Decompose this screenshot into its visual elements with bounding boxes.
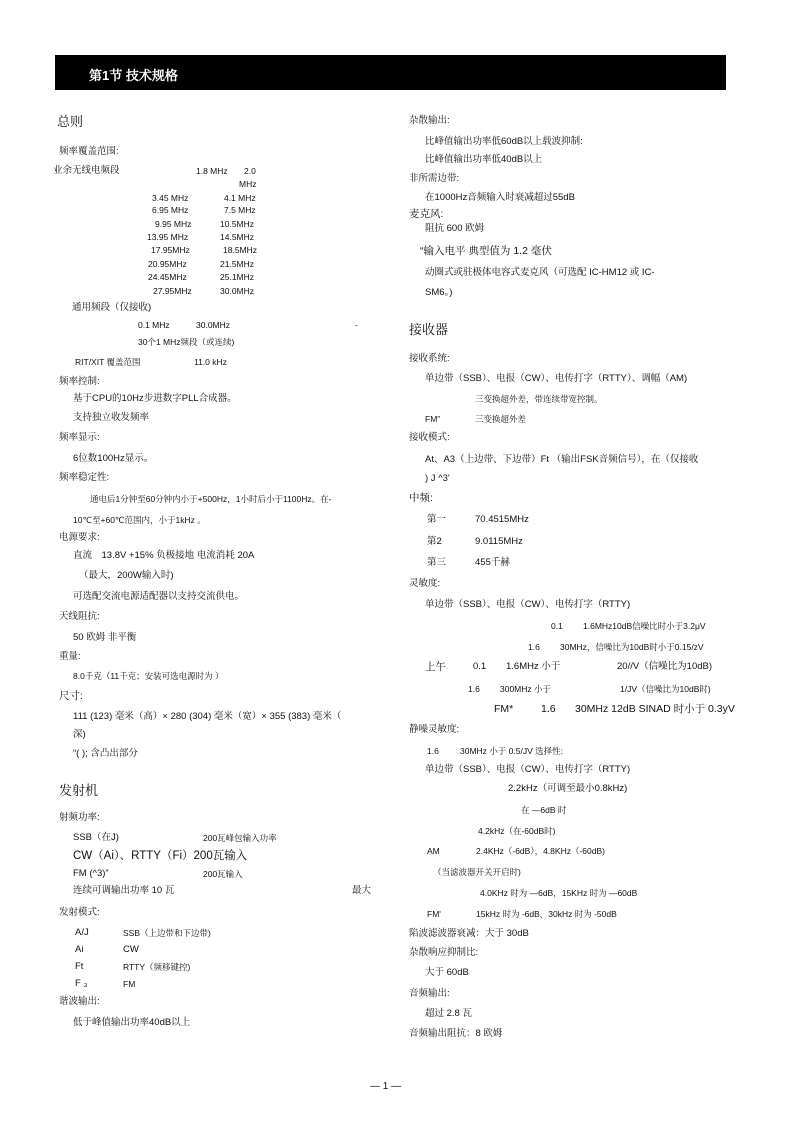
spec-line-right: 上午: [425, 661, 446, 673]
spec-line-left: 6位数100Hz显示。: [73, 453, 154, 464]
spec-line-left: 30.0MHz: [220, 286, 255, 296]
spec-line-left: 10℃至+60℃范围内，小于1kHz 。: [73, 515, 206, 525]
spec-line-right: 接收系统:: [409, 353, 450, 364]
spec-line-right: （当滤波器开关开启时): [433, 867, 521, 877]
spec-line-left: 3.45 MHz: [152, 193, 189, 203]
spec-line-right: 杂散响应抑制比:: [409, 947, 479, 958]
spec-line-right: 音频输出阻抗：8 欧姆: [409, 1028, 503, 1039]
spec-line-right: 比峰值输出功率低60dB以上载波抑制:: [425, 136, 583, 147]
spec-line-right: AM: [427, 846, 440, 856]
spec-line-right: 0.1: [473, 661, 487, 672]
spec-line-left: 2.0: [244, 166, 256, 176]
spec-line-right: FM': [427, 909, 441, 919]
spec-line-right: 在1000Hz音频输入时衰减超过55dB: [425, 192, 575, 203]
spec-line-left: FM (^3)”: [73, 868, 109, 879]
spec-line-left: （最大，200W输入时): [79, 570, 174, 581]
spec-line-left: 重量:: [59, 651, 81, 662]
spec-line-left: 天线阻抗:: [59, 611, 100, 622]
spec-line-right: 单边带（SSB）、电报（CW）、电传打字（RTTY）、调幅（AM): [425, 373, 688, 384]
spec-line-left: Ft: [75, 961, 84, 972]
spec-line-left: 低于峰值输出功率40dB以上: [73, 1017, 191, 1028]
spec-line-left: 17.95MHz: [151, 245, 190, 255]
spec-line-right: 20//V（信噪比为10dB): [617, 661, 713, 672]
spec-line-left: 30个1 MHz频段（或连续): [138, 337, 235, 347]
spec-line-right: 1.6MHz 小于: [506, 661, 561, 672]
spec-line-left: 20.95MHz: [148, 259, 187, 269]
spec-line-left: A/J: [75, 927, 89, 938]
spec-line-right: 300MHz 小于: [500, 684, 552, 694]
spec-line-left: 6.95 MHz: [152, 205, 189, 215]
spec-line-left: SSB（上边带和下边带): [123, 928, 211, 938]
spec-line-right: 9.0115MHz: [475, 536, 523, 547]
spec-line-left: 27.95MHz: [153, 286, 192, 296]
spec-line-right: 静噪灵敏度:: [409, 724, 460, 735]
spec-line-right: 1.6: [541, 703, 556, 715]
spec-line-right: ) J ^3': [425, 473, 450, 484]
spec-line-left: 11.0 kHz: [194, 357, 227, 367]
spec-line-left: 1.8 MHz: [196, 166, 228, 176]
spec-line-left: RIT/XIT 覆盖范围: [75, 357, 141, 367]
spec-line-left: 直流 13.8V +15% 负极接地 电流消耗 20A: [73, 550, 255, 561]
spec-line-left: 30.0MHz: [196, 320, 231, 330]
spec-line-left: CW: [123, 944, 139, 955]
spec-line-right: 超过 2.8 瓦: [425, 1008, 472, 1019]
spec-line-left: F ₃: [75, 978, 88, 989]
spec-line-right: 中频:: [409, 492, 433, 504]
spec-line-right: 三变换超外差: [475, 414, 527, 424]
spec-line-right: 单边带（SSB）、电报（CW）、电传打字（RTTY): [425, 599, 631, 610]
spec-line-left: SSB（在J): [73, 832, 119, 843]
spec-line-left: 深): [73, 729, 86, 740]
spec-line-right: 30MHz 12dB SINAD 时小于 0.3yV: [575, 703, 735, 715]
spec-line-right: 1.6MHz10dB信噪比时小于3.2μV: [583, 621, 706, 631]
spec-line-left: 谐波输出:: [59, 996, 100, 1007]
spec-line-left: 13.95 MHz: [147, 232, 189, 242]
section-title: 第1节 技术规格: [89, 68, 178, 83]
spec-line-right: At、A3（上边带、下边带）Ft （输出FSK音频信号），在（仅接收: [425, 454, 699, 465]
spec-line-right: 455千赫: [475, 557, 510, 568]
spec-line-left: FM: [123, 979, 136, 989]
spec-line-left: 频率控制:: [59, 376, 100, 387]
spec-line-left: 200瓦峰包输入功率: [203, 833, 277, 843]
spec-line-left: 射频功率:: [59, 812, 100, 823]
section-heading-left: 发射机: [59, 783, 99, 798]
spec-line-left: 8.0千克（11千克；安装可选电源时为 ）: [73, 671, 224, 681]
spec-line-right: 麦克风:: [409, 208, 444, 220]
spec-line-right: 2.4KHz（-6dB），4.8KHz（-60dB): [476, 846, 605, 856]
spec-line-right: 1.6: [427, 746, 439, 756]
spec-line-left: 基于CPU的10Hz步进数字PLL合成器。: [73, 393, 237, 404]
spec-line-right: 70.4515MHz: [475, 514, 529, 525]
spec-line-left: CW（Ai）、RTTY（Fi）200瓦输入: [73, 850, 248, 862]
spec-line-right: 1/JV（信噪比为10dB时): [620, 684, 711, 694]
spec-line-left: 7.5 MHz: [224, 205, 256, 215]
spec-line-left: 通用频段（仅接收): [72, 302, 152, 313]
spec-line-left: 频率覆盖范围:: [59, 146, 119, 157]
spec-line-left: 可选配交流电源适配器以支持交流供电。: [73, 591, 245, 602]
section-heading-left: 总则: [57, 114, 84, 129]
spec-line-right: FM”: [425, 414, 441, 424]
spec-line-left: 21.5MHz: [220, 259, 255, 269]
spec-line-left: 50 欧姆 非平衡: [73, 632, 137, 643]
spec-line-left: 0.1 MHz: [138, 320, 170, 330]
spec-line-left: MHz: [239, 179, 257, 189]
spec-line-right: 15kHz 时为 -6dB，30kHz 时为 -50dB: [476, 909, 617, 919]
spec-line-right: 第三: [427, 557, 447, 568]
spec-line-right: SM6。): [425, 287, 453, 298]
spec-line-right: “输入电平 典型值为 1.2 毫伏: [420, 245, 552, 257]
spec-line-right: 1.6: [528, 642, 540, 652]
spec-line-right: 4.0KHz 时为 —6dB，15KHz 时为 —60dB: [480, 888, 638, 898]
spec-line-right: 灵敏度:: [409, 578, 441, 589]
spec-line-left: 电源要求:: [59, 532, 100, 543]
spec-line-right: 30MHz，信噪比为10dB时小于0.15/zV: [560, 642, 704, 652]
page-number: — 1 —: [370, 1081, 402, 1092]
spec-line-left: -: [355, 320, 358, 330]
spec-line-right: 1.6: [468, 684, 480, 694]
spec-line-left: 24.45MHz: [148, 272, 187, 282]
spec-line-right: 陷波滤波器衰减：大于 30dB: [409, 928, 529, 939]
spec-line-right: 第2: [427, 536, 442, 547]
spec-line-left: 通电后1分钟至60分钟内小于+500Hz，1小时后小于1100Hz。在-: [90, 494, 332, 504]
spec-line-right: 阻抗 600 欧姆: [425, 223, 485, 234]
spec-line-left: 连续可调输出功率 10 瓦: [73, 885, 175, 896]
spec-line-left: 14.5MHz: [220, 232, 255, 242]
spec-line-left: Ai: [75, 944, 84, 955]
spec-line-left: 10.5MHz: [220, 219, 255, 229]
spec-line-right: 4.2kHz（在-60dB时): [478, 826, 556, 836]
spec-line-left: 25.1MHz: [220, 272, 255, 282]
spec-line-left: 频率稳定性:: [59, 472, 110, 483]
spec-line-right: 单边带（SSB）、电报（CW）、电传打字（RTTY): [425, 764, 631, 775]
spec-line-left: 9.95 MHz: [155, 219, 192, 229]
spec-line-right: 在 —6dB 时: [521, 805, 567, 815]
spec-line-right: FM*: [494, 703, 514, 715]
spec-line-right: 比峰值输出功率低40dB以上: [425, 154, 543, 165]
spec-line-left: 最大: [352, 885, 372, 896]
spec-line-left: 频率显示:: [59, 432, 100, 443]
spec-line-left: 业余无线电频段: [53, 165, 120, 176]
spec-line-left: 200瓦输入: [203, 869, 243, 879]
spec-line-right: 大于 60dB: [425, 967, 469, 978]
spec-line-left: 发射模式:: [59, 907, 100, 918]
spec-line-right: 0.1: [551, 621, 563, 631]
spec-line-left: 18.5MHz: [223, 245, 258, 255]
spec-line-left: RTTY（频移键控): [123, 962, 191, 972]
spec-line-left: 4.1 MHz: [224, 193, 256, 203]
spec-line-right: 非所需边带:: [409, 173, 460, 184]
spec-line-right: 第一: [427, 514, 447, 525]
spec-line-right: 接收模式:: [409, 432, 450, 443]
spec-line-right: 30MHz 小于 0.5/JV 选择性:: [460, 746, 563, 756]
spec-line-left: 111 (123) 毫米（高）× 280 (304) 毫米（宽）× 355 (383) 毫米（: [73, 711, 342, 722]
spec-line-right: 音频输出:: [409, 988, 450, 999]
section-heading-right: 接收器: [409, 322, 449, 337]
spec-line-left: 支持独立收发频率: [73, 412, 150, 423]
spec-line-left: “( ); 含凸出部分: [73, 748, 138, 759]
spec-line-right: 三变换超外差，带连续带宽控制。: [475, 394, 603, 404]
section-header-bar: [55, 55, 726, 90]
spec-line-right: 动圈式或驻极体电容式麦克风（可选配 IC-HM12 或 IC-: [425, 267, 655, 278]
spec-line-left: 尺寸:: [59, 690, 83, 702]
spec-line-right: 2.2kHz（可调至最小0.8kHz): [508, 783, 628, 794]
spec-line-right: 杂散输出:: [409, 115, 450, 126]
